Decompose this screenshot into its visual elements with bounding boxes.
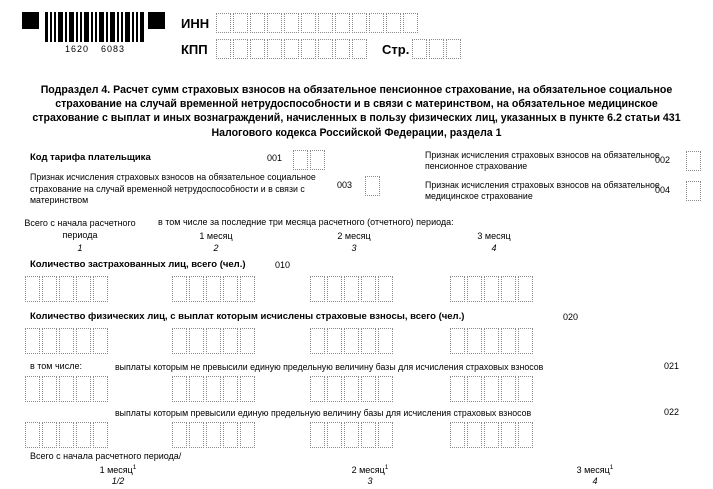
char-cell[interactable] — [361, 376, 376, 402]
column-month3-header: 3 месяц — [477, 231, 511, 241]
char-cell[interactable] — [206, 328, 221, 354]
char-cell[interactable] — [240, 422, 255, 448]
footer-month3-footnote: 1 — [609, 464, 614, 471]
field-004-code: 004 — [655, 185, 671, 195]
char-cell[interactable] — [518, 276, 533, 302]
barcode-number — [45, 44, 145, 54]
char-cell[interactable] — [240, 328, 255, 354]
field-002-input-cells — [686, 151, 701, 171]
char-cell[interactable] — [172, 376, 187, 402]
row-020-month3-cells — [450, 328, 533, 354]
char-cell[interactable] — [318, 13, 333, 33]
char-cell[interactable] — [59, 276, 74, 302]
barcode-number-right: 6083 — [101, 44, 126, 54]
char-cell[interactable] — [484, 328, 499, 354]
char-cell[interactable] — [250, 39, 265, 59]
char-cell[interactable] — [412, 39, 427, 59]
char-cell[interactable] — [25, 276, 40, 302]
char-cell[interactable] — [365, 176, 380, 196]
char-cell[interactable] — [501, 376, 516, 402]
field-003-code: 003 — [337, 180, 353, 190]
column-span-header: в том числе за последние три месяца расчетного (отчетного) периода: — [158, 217, 454, 227]
char-cell[interactable] — [216, 39, 231, 59]
char-cell[interactable] — [59, 328, 74, 354]
char-cell[interactable] — [25, 328, 40, 354]
char-cell[interactable] — [172, 328, 187, 354]
char-cell[interactable] — [206, 276, 221, 302]
char-cell[interactable] — [327, 276, 342, 302]
char-cell[interactable] — [484, 422, 499, 448]
footer-month1-footnote: 1 — [132, 464, 137, 471]
row-010-total-cells — [25, 276, 108, 302]
char-cell[interactable] — [172, 422, 187, 448]
char-cell[interactable] — [501, 328, 516, 354]
char-cell[interactable] — [352, 13, 367, 33]
char-cell[interactable] — [223, 276, 238, 302]
char-cell[interactable] — [250, 13, 265, 33]
field-001-label: Код тарифа плательщика — [30, 152, 151, 163]
row-020-total-cells — [25, 328, 108, 354]
char-cell[interactable] — [386, 13, 401, 33]
footer-total-label: Всего с начала расчетного периода/ — [30, 451, 182, 461]
char-cell[interactable] — [352, 39, 367, 59]
char-cell[interactable] — [25, 376, 40, 402]
row-021-prefix: в том числе: — [30, 361, 82, 371]
char-cell[interactable] — [318, 39, 333, 59]
char-cell[interactable] — [467, 376, 482, 402]
row-021-label: выплаты которым не превысили единую предельную величину базы для исчисления страховых взносов — [115, 362, 544, 372]
footer-month1-label: 1 месяц — [99, 465, 133, 475]
footer-month1-header — [68, 464, 168, 475]
char-cell[interactable] — [361, 422, 376, 448]
row-010-code: 010 — [275, 260, 291, 270]
char-cell[interactable] — [76, 422, 91, 448]
field-002-label: Признак исчисления страховых взносов на обязательное пенсионное страхование — [425, 150, 660, 172]
char-cell[interactable] — [403, 13, 418, 33]
column-1-number: 1 — [77, 243, 83, 253]
char-cell[interactable] — [93, 276, 108, 302]
section-title: Подраздел 4. Расчет сумм страховых взносов на обязательное пенсионное страхование, на обязательное социальное страхование на случай временной нетрудоспособности и в связи с материнством, на обязательное медицинское страхование с выплат и иных вознаграждений, начисленных в пользу физических лиц, указанных в пункте 6.2 статьи 431 Налогового кодекса Российской Федерации, раздела 1 — [32, 84, 681, 139]
char-cell[interactable] — [310, 328, 325, 354]
char-cell[interactable] — [25, 422, 40, 448]
char-cell[interactable] — [189, 328, 204, 354]
field-004-label: Признак исчисления страховых взносов на обязательное медицинское страхование — [425, 180, 660, 202]
row-020-label: Количество физических лиц, с выплат которым исчислены страховые взносы, всего (чел.) — [30, 311, 465, 322]
field-004-input-cells — [686, 181, 701, 201]
char-cell[interactable] — [327, 422, 342, 448]
kpp-label: КПП — [181, 42, 208, 57]
char-cell[interactable] — [369, 13, 384, 33]
row-020-code: 020 — [563, 312, 579, 322]
row-022-month3-cells — [450, 422, 533, 448]
char-cell[interactable] — [42, 422, 57, 448]
char-cell[interactable] — [686, 151, 701, 171]
char-cell[interactable] — [327, 328, 342, 354]
char-cell[interactable] — [284, 39, 299, 59]
row-021-total-cells — [25, 376, 108, 402]
barcode — [45, 12, 145, 42]
char-cell[interactable] — [335, 13, 350, 33]
kpp-input-cells — [216, 39, 367, 59]
char-cell[interactable] — [240, 276, 255, 302]
column-4-number: 4 — [491, 243, 497, 253]
column-total-header: Всего с начала расчетного периода — [24, 218, 136, 240]
char-cell[interactable] — [293, 150, 308, 170]
inn-label: ИНН — [181, 16, 210, 31]
row-010-month1-cells — [172, 276, 255, 302]
char-cell[interactable] — [76, 328, 91, 354]
char-cell[interactable] — [446, 39, 461, 59]
row-022-month2-cells — [310, 422, 393, 448]
char-cell[interactable] — [344, 328, 359, 354]
page-number-input-cells — [412, 39, 461, 59]
registration-mark-left — [22, 12, 39, 29]
char-cell[interactable] — [206, 422, 221, 448]
char-cell[interactable] — [327, 376, 342, 402]
char-cell[interactable] — [450, 328, 465, 354]
char-cell[interactable] — [93, 422, 108, 448]
char-cell[interactable] — [206, 376, 221, 402]
char-cell[interactable] — [361, 328, 376, 354]
char-cell[interactable] — [240, 376, 255, 402]
row-022-label: выплаты которым превысили единую предельную величину базы для исчисления страховых взносов — [115, 408, 532, 418]
page-number-label: Стр. — [382, 42, 410, 57]
char-cell[interactable] — [42, 276, 57, 302]
char-cell[interactable] — [450, 376, 465, 402]
char-cell[interactable] — [93, 328, 108, 354]
char-cell[interactable] — [344, 422, 359, 448]
row-021-code: 021 — [664, 361, 680, 371]
field-001-input-cells — [293, 150, 325, 170]
char-cell[interactable] — [223, 422, 238, 448]
footer-month3-header — [545, 464, 645, 475]
char-cell[interactable] — [344, 376, 359, 402]
char-cell[interactable] — [189, 422, 204, 448]
row-022-month1-cells — [172, 422, 255, 448]
field-001-code: 001 — [267, 153, 283, 163]
row-022-code: 022 — [664, 407, 680, 417]
char-cell[interactable] — [93, 376, 108, 402]
char-cell[interactable] — [450, 276, 465, 302]
column-2-number: 2 — [213, 243, 219, 253]
row-010-month2-cells — [310, 276, 393, 302]
char-cell[interactable] — [216, 13, 231, 33]
row-021-month1-cells — [172, 376, 255, 402]
char-cell[interactable] — [76, 276, 91, 302]
char-cell[interactable] — [310, 376, 325, 402]
char-cell[interactable] — [467, 328, 482, 354]
char-cell[interactable] — [233, 39, 248, 59]
char-cell[interactable] — [518, 422, 533, 448]
char-cell[interactable] — [378, 328, 393, 354]
column-3-number: 3 — [351, 243, 357, 253]
row-020-month1-cells — [172, 328, 255, 354]
char-cell[interactable] — [450, 422, 465, 448]
char-cell[interactable] — [484, 376, 499, 402]
footer-month2-number: 3 — [367, 476, 373, 486]
field-003-input-cells — [365, 176, 380, 196]
field-003-label: Признак исчисления страховых взносов на обязательное социальное страхование на случай временной нетрудоспособности и в связи с материнством — [30, 172, 316, 206]
char-cell[interactable] — [501, 422, 516, 448]
footer-month1-number: 1/2 — [111, 476, 125, 486]
char-cell[interactable] — [59, 422, 74, 448]
char-cell[interactable] — [429, 39, 444, 59]
column-month2-header: 2 месяц — [337, 231, 371, 241]
row-021-month2-cells — [310, 376, 393, 402]
char-cell[interactable] — [686, 181, 701, 201]
char-cell[interactable] — [484, 276, 499, 302]
char-cell[interactable] — [189, 276, 204, 302]
char-cell[interactable] — [233, 13, 248, 33]
footer-month3-label: 3 месяц — [576, 465, 610, 475]
char-cell[interactable] — [467, 276, 482, 302]
footer-month2-footnote: 1 — [384, 464, 389, 471]
char-cell[interactable] — [267, 39, 282, 59]
char-cell[interactable] — [361, 276, 376, 302]
char-cell[interactable] — [310, 150, 325, 170]
char-cell[interactable] — [467, 422, 482, 448]
barcode-bars — [45, 12, 145, 42]
char-cell[interactable] — [76, 376, 91, 402]
inn-input-cells — [216, 13, 418, 33]
char-cell[interactable] — [189, 376, 204, 402]
char-cell[interactable] — [378, 276, 393, 302]
row-022-total-cells — [25, 422, 108, 448]
column-month1-header: 1 месяц — [199, 231, 233, 241]
char-cell[interactable] — [310, 422, 325, 448]
row-010-label: Количество застрахованных лиц, всего (чел.) — [30, 259, 246, 270]
char-cell[interactable] — [42, 328, 57, 354]
footer-month3-number: 4 — [592, 476, 598, 486]
char-cell[interactable] — [284, 13, 299, 33]
field-002-code: 002 — [655, 155, 671, 165]
char-cell[interactable] — [310, 276, 325, 302]
char-cell[interactable] — [301, 13, 316, 33]
char-cell[interactable] — [223, 376, 238, 402]
char-cell[interactable] — [344, 276, 359, 302]
char-cell[interactable] — [59, 376, 74, 402]
char-cell[interactable] — [518, 328, 533, 354]
char-cell[interactable] — [335, 39, 350, 59]
footer-month2-label: 2 месяц — [351, 465, 385, 475]
char-cell[interactable] — [223, 328, 238, 354]
char-cell[interactable] — [172, 276, 187, 302]
barcode-number-left: 1620 — [64, 44, 89, 54]
footer-month2-header — [320, 464, 420, 475]
char-cell[interactable] — [301, 39, 316, 59]
row-020-month2-cells — [310, 328, 393, 354]
char-cell[interactable] — [501, 276, 516, 302]
row-021-month3-cells — [450, 376, 533, 402]
char-cell[interactable] — [378, 422, 393, 448]
char-cell[interactable] — [518, 376, 533, 402]
char-cell[interactable] — [378, 376, 393, 402]
row-010-month3-cells — [450, 276, 533, 302]
char-cell[interactable] — [42, 376, 57, 402]
char-cell[interactable] — [267, 13, 282, 33]
registration-mark-right — [148, 12, 165, 29]
